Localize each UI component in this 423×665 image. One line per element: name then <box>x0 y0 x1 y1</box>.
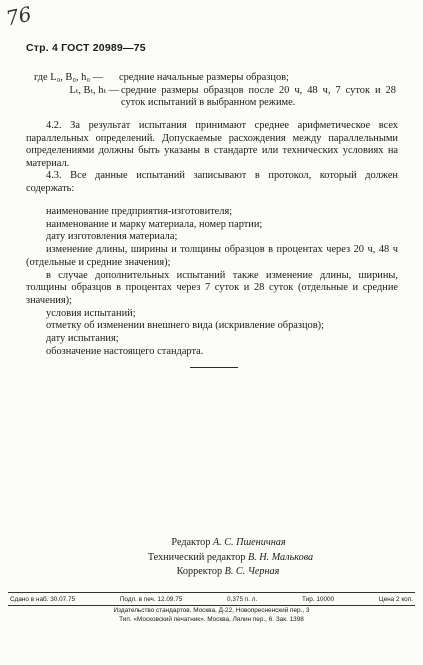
corrector-credit: Корректор В. С. Черная <box>176 566 280 577</box>
sent-date: Сдано в наб. 30.07.75 <box>10 596 76 603</box>
list-item: в случае дополнительных испытаний также изменение длины, ширины, толщины образцов в процентах через 7 суток и 28 суток (отдельные и средние значения); <box>26 269 398 306</box>
paragraph-4-2: 4.2. За результат испытания принимают среднее арифметическое всех параллельных определений. Допускаемые расхождения между параллельными определениями должны быть указаны в стандарте или технических условиях на материал. <box>26 120 398 169</box>
list-item: наименование предприятия-изготовителя; <box>46 206 233 217</box>
definition-row <box>26 85 398 110</box>
price: Цена 2 коп. <box>378 596 413 603</box>
definition-row <box>26 72 398 85</box>
paragraph-4-3: 4.3. Все данные испытаний записывают в протокол, который должен содержать: <box>26 170 398 194</box>
page-header: Стр. 4 ГОСТ 20989—75 <box>26 42 146 54</box>
definition-text: средние размеры образцов после 20 ч, 48 ч, 7 суток и 28 суток испытаний в выбранном режиме. <box>121 84 396 109</box>
editorial-credits <box>0 536 423 580</box>
editor-credit: Редактор А. С. Пшеничная <box>171 537 286 548</box>
definition-symbol: где L₀, B₀, h₀ — <box>34 72 103 83</box>
imprint-print-data <box>8 592 415 606</box>
list-item: отметку об изменении внешнего вида (искривление образцов); <box>46 320 325 332</box>
list-item: изменение длины, ширины и толщины образцов в процентах через 20 ч, 48 ч (отдельные и средние значения); <box>26 244 398 268</box>
publisher-line: Издательство стандартов. Москва, Д-22, Новопресненский пер., 3 <box>113 607 310 614</box>
definition-text: средние начальные размеры образцов; <box>119 72 289 83</box>
symbol-definitions <box>26 72 398 110</box>
definition-symbol: Lₜ, Bₜ, hₜ — <box>69 84 119 96</box>
handwritten-page-number: 76 <box>3 1 34 31</box>
list-item: наименование и марку материала, номер партии; <box>46 218 263 230</box>
printer-line: Тип. «Московский печатник». Москва, Лялин пер., 6. Зак. 1398 <box>119 616 304 623</box>
end-divider <box>190 367 238 368</box>
imprint-block <box>8 592 415 624</box>
print-run: Тир. 10000 <box>302 596 335 603</box>
sheet-count: 0,375 п. л. <box>227 596 258 603</box>
list-item: условия испытаний; <box>46 307 136 319</box>
tech-editor-credit: Технический редактор В. Н. Малькова <box>147 551 314 563</box>
protocol-contents-list <box>26 206 398 358</box>
list-item: дату испытания; <box>46 333 119 345</box>
list-item: обозначение настоящего стандарта. <box>46 345 204 357</box>
list-item: дату изготовления материала; <box>46 231 178 243</box>
signed-date: Подп. в печ. 12.09.75 <box>119 596 183 603</box>
